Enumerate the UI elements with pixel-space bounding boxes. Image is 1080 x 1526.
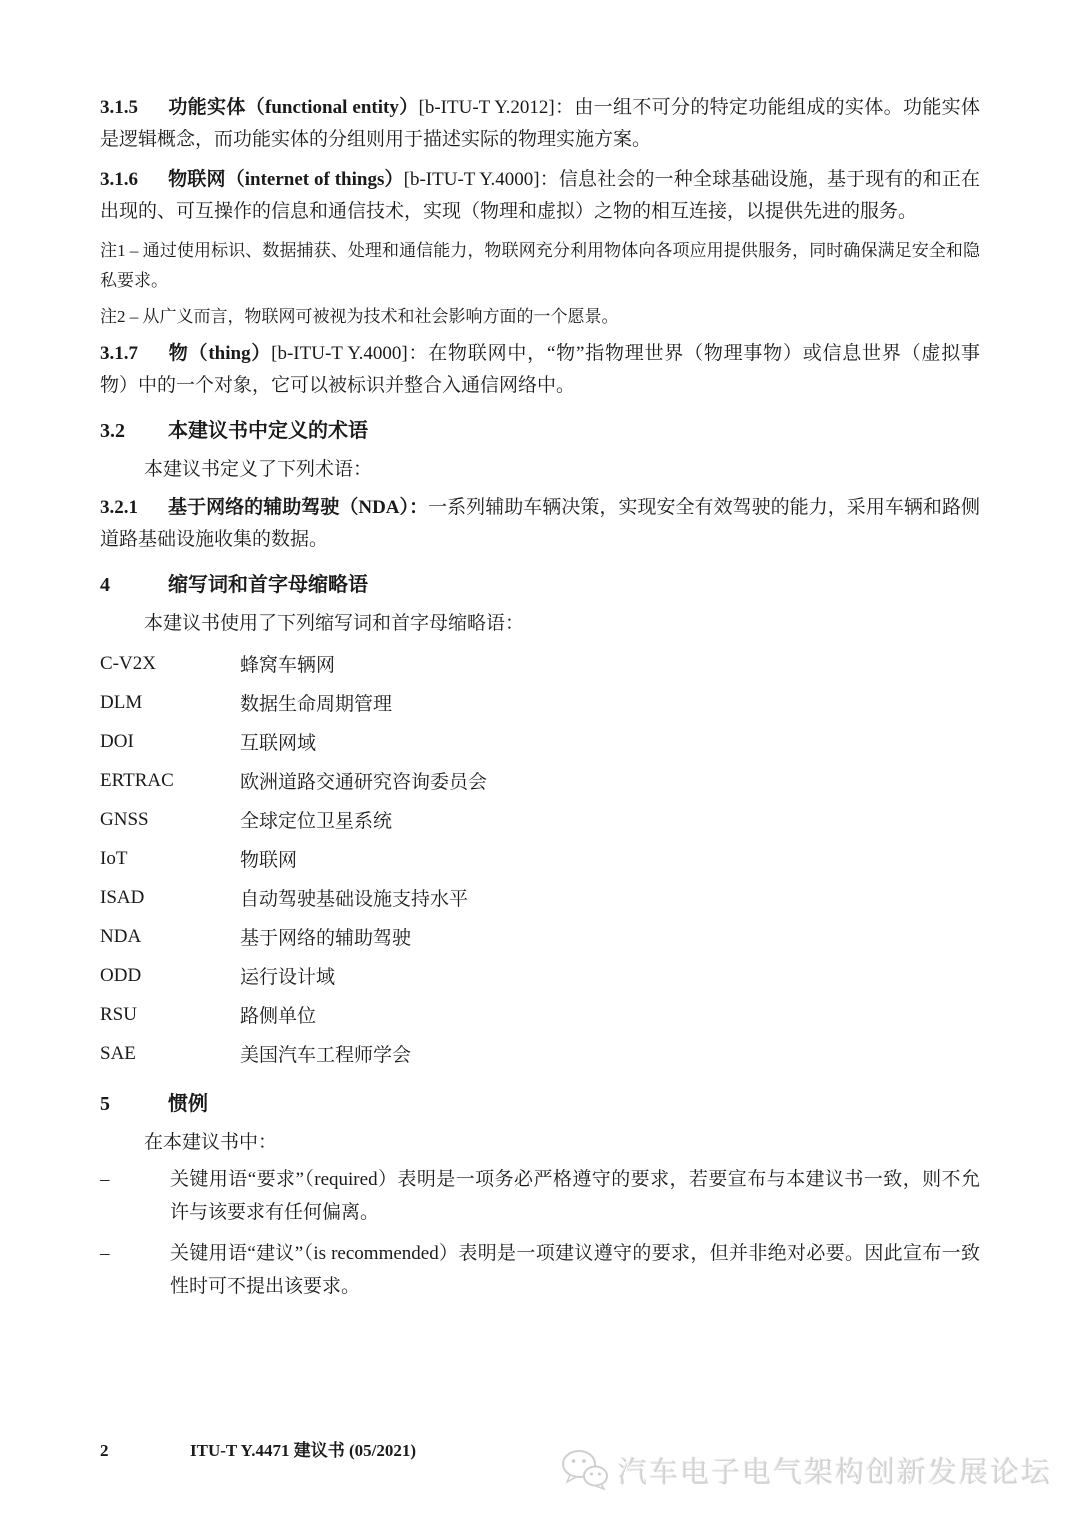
abbreviation-term: NDA: [100, 925, 142, 947]
abbreviation-term: ODD: [100, 964, 142, 986]
abbreviation-term: ERTRAC: [100, 769, 174, 791]
abbreviation-meaning: 全球定位卫星系统: [240, 811, 393, 832]
bullet-dash: –: [100, 1243, 110, 1264]
abbreviation-term: DLM: [100, 691, 143, 713]
abbreviation-row: [100, 683, 980, 722]
term-reference: [b-ITU-T Y.4000]：: [271, 343, 429, 364]
convention-item: [100, 1237, 980, 1303]
bullet-dash: –: [100, 1169, 110, 1190]
wechat-icon: [560, 1448, 610, 1492]
abbreviation-row: [100, 995, 980, 1034]
abbreviation-term: IoT: [100, 847, 128, 869]
abbreviation-term: GNSS: [100, 808, 149, 830]
abbreviation-term: ISAD: [100, 886, 145, 908]
term-definition-3-1-7: [100, 338, 980, 402]
term-reference: [b-ITU-T Y.2012]：: [418, 97, 575, 118]
section-heading-5: [100, 1087, 980, 1121]
convention-text: 关键用语“建议”（is recommended）表明是一项建议遵守的要求，但并非绝对必要。因此宣布一致性时可不提出该要求。: [170, 1243, 980, 1297]
document-title: ITU-T Y.4471 建议书 (05/2021): [190, 1441, 417, 1460]
convention-item: [100, 1163, 980, 1229]
page-footer: [100, 1436, 416, 1461]
page-number: 2: [100, 1441, 109, 1460]
term-name: 功能实体（functional entity）: [168, 97, 419, 118]
section-number: 4: [100, 574, 110, 596]
section-number: 5: [100, 1093, 110, 1115]
section-4-intro: 本建议书使用了下列缩写词和首字母缩略语：: [144, 613, 525, 634]
watermark: [560, 1448, 1052, 1492]
section-heading-4: [100, 568, 980, 602]
abbreviation-term: DOI: [100, 730, 134, 752]
note-2: 注2 – 从广义而言，物联网可被视为技术和社会影响方面的一个愿景。: [100, 307, 619, 326]
abbreviation-row: [100, 839, 980, 878]
section-3-2-intro: 本建议书定义了下列术语：: [144, 459, 373, 480]
term-definition-3-1-5: [100, 92, 980, 156]
abbreviation-row: [100, 917, 980, 956]
abbreviation-row: [100, 800, 980, 839]
term-name: 基于网络的辅助驾驶（NDA）：: [168, 497, 429, 518]
abbreviation-meaning: 基于网络的辅助驾驶: [240, 928, 412, 949]
abbreviation-meaning: 运行设计域: [240, 967, 336, 988]
term-reference: [b-ITU-T Y.4000]：: [403, 169, 559, 190]
section-title: 本建议书中定义的术语: [168, 420, 368, 442]
abbreviation-meaning: 数据生命周期管理: [240, 694, 393, 715]
term-number: 3.1.5: [100, 97, 138, 118]
abbreviation-meaning: 路侧单位: [240, 1006, 317, 1027]
term-body: 信息社会的一种全球基础设施，基于现有的和正在出现的、可互操作的信息和通信技术，实现（物理和虚拟）之物的相互连接，以提供先进的服务。: [100, 169, 980, 222]
abbreviation-row: [100, 1034, 980, 1073]
section-number: 3.2: [100, 420, 125, 442]
term-body: 一系列辅助车辆决策，实现安全有效驾驶的能力，采用车辆和路侧道路基础设施收集的数据。: [100, 497, 980, 550]
abbreviation-row: [100, 722, 980, 761]
term-body: 由一组不可分的特定功能组成的实体。功能实体是逻辑概念，而功能实体的分组则用于描述实际的物理实施方案。: [100, 97, 980, 150]
abbreviation-meaning: 欧洲道路交通研究咨询委员会: [240, 772, 488, 793]
abbreviation-row: [100, 878, 980, 917]
abbreviation-list: [100, 644, 980, 1073]
abbreviation-term: RSU: [100, 1003, 137, 1025]
section-title: 缩写词和首字母缩略语: [168, 574, 368, 596]
document-content: [100, 92, 980, 1311]
abbreviation-meaning: 美国汽车工程师学会: [240, 1045, 412, 1066]
abbreviation-meaning: 物联网: [240, 850, 298, 871]
term-definition-3-1-6: [100, 164, 980, 228]
section-heading-3-2: [100, 414, 980, 448]
term-definition-3-2-1: [100, 492, 980, 556]
term-number: 3.1.6: [100, 169, 138, 190]
abbreviation-meaning: 蜂窝车辆网: [240, 655, 336, 676]
abbreviation-term: SAE: [100, 1042, 136, 1064]
term-body: 在物联网中，“物”指物理世界（物理事物）或信息世界（虚拟事物）中的一个对象，它可以被标识并整合入通信网络中。: [100, 343, 980, 396]
abbreviation-meaning: 互联网域: [240, 733, 317, 754]
section-title: 惯例: [168, 1093, 208, 1115]
abbreviation-row: [100, 644, 980, 683]
term-number: 3.2.1: [100, 497, 138, 518]
term-name: 物联网（internet of things）: [168, 169, 404, 190]
watermark-text: 汽车电子电气架构创新发展论坛: [617, 1456, 1052, 1489]
abbreviation-meaning: 自动驾驶基础设施支持水平: [240, 889, 469, 910]
term-number: 3.1.7: [100, 343, 138, 364]
abbreviation-row: [100, 956, 980, 995]
abbreviation-term: C-V2X: [100, 652, 156, 674]
note-1: 注1 – 通过使用标识、数据捕获、处理和通信能力，物联网充分利用物体向各项应用提供服务，同时确保满足安全和隐私要求。: [100, 241, 980, 290]
abbreviation-row: [100, 761, 980, 800]
convention-text: 关键用语“要求”（required）表明是一项务必严格遵守的要求，若要宣布与本建议书一致，则不允许与该要求有任何偏离。: [170, 1169, 980, 1223]
term-name: 物（thing）: [168, 343, 272, 364]
section-5-intro: 在本建议书中：: [144, 1132, 278, 1153]
